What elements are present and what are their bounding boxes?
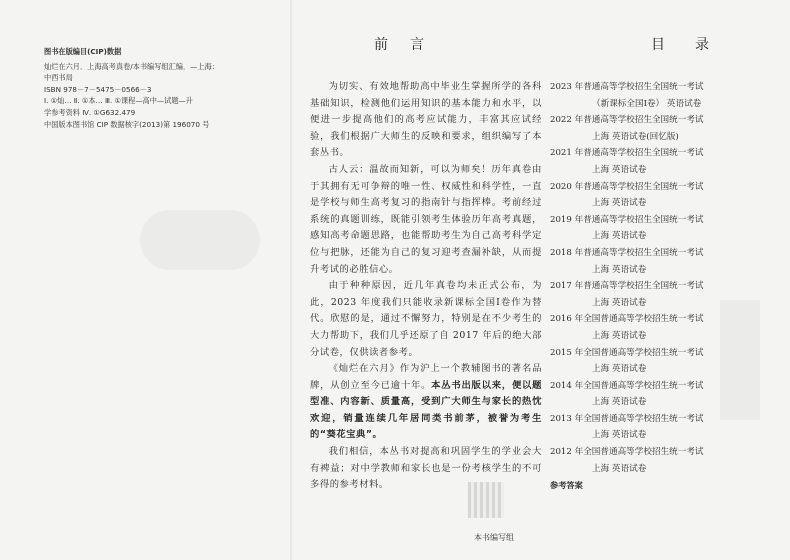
- toc-exam-title: 2016 年全国普通高等学校招生统一考试: [550, 314, 704, 325]
- cip-footer: 中国版本图书馆 CIP 数据核字(2013)第 196070 号: [44, 119, 210, 129]
- toc-exam-subtitle: 上海 英语试卷: [592, 364, 647, 375]
- cip-line: 中西书局: [44, 73, 73, 83]
- toc-exam-subtitle: 上海 英语试卷: [592, 231, 647, 242]
- toc-exam-title: 2012 年全国普通高等学校招生统一考试: [550, 447, 704, 458]
- preface-text: 《灿烂在六月》作为沪上一个教辅图书的著名品牌，从创立至今已逾十年。: [310, 363, 542, 391]
- show-through-decoration: [140, 210, 260, 270]
- toc-item[interactable]: [550, 411, 770, 444]
- toc-title: 目录: [651, 37, 739, 53]
- cip-heading: 图书在版编目(CIP)数据: [44, 47, 122, 56]
- qr-code-image: [468, 482, 504, 518]
- table-of-contents: [550, 79, 770, 494]
- preface-paragraph: 由于种种原因，近几年真卷均未正式公布，为此，2023 年度我们只能收录新课标全国Ⅰ卷作为替代。欣慰的是，通过不懈努力，特别是在不少考生的大力帮助下，我们几乎还原了自 2017 年后的绝大部分试卷，仅供读者参考。: [310, 280, 542, 358]
- preface-bold-text: 本丛书出版以来，便以题型准、内容新、质量高，受到广大师生与家长的热忱欢迎，销量连续几年居同类书前茅，被誉为考生的“葵花宝典”。: [310, 379, 542, 441]
- toc-item[interactable]: [550, 245, 770, 278]
- cip-line: ISBN 978－7－5475－0566－3: [44, 84, 152, 94]
- toc-item[interactable]: [550, 112, 770, 145]
- toc-exam-subtitle: 上海 英语试卷: [592, 198, 647, 209]
- toc-exam-title: 2018 年普通高等学校招生全国统一考试: [550, 247, 704, 258]
- cip-line: 学参考资料 Ⅳ. ①G632.479: [44, 107, 136, 117]
- toc-exam-subtitle: 上海 英语试卷(回忆版): [592, 131, 679, 142]
- toc-exam-title: 2020 年普通高等学校招生全国统一考试: [550, 181, 704, 192]
- toc-exam-title: 2019 年普通高等学校招生全国统一考试: [550, 214, 704, 225]
- toc-item[interactable]: [550, 345, 770, 378]
- toc-exam-subtitle: 上海 英语试卷: [592, 264, 647, 275]
- toc-item[interactable]: [550, 179, 770, 212]
- toc-exam-title: 2022 年普通高等学校招生全国统一考试: [550, 115, 704, 126]
- preface-title: 前言: [374, 37, 446, 53]
- toc-exam-subtitle: 上海 英语试卷: [592, 397, 647, 408]
- page-spine: [290, 0, 292, 560]
- toc-exam-subtitle: 上海 英语试卷: [592, 297, 647, 308]
- preface-body: [310, 79, 542, 494]
- toc-item[interactable]: [550, 311, 770, 344]
- toc-exam-title: 2013 年全国普通高等学校招生统一考试: [550, 413, 704, 424]
- toc-item[interactable]: [550, 79, 770, 112]
- toc-item[interactable]: [550, 212, 770, 245]
- toc-answers[interactable]: 参考答案: [550, 480, 583, 491]
- toc-exam-title: 2023 年普通高等学校招生全国统一考试: [550, 82, 704, 92]
- toc-exam-subtitle: 上海 英语试卷: [592, 463, 647, 474]
- toc-exam-subtitle: 上海 英语试卷: [592, 164, 647, 175]
- toc-exam-subtitle: 上海 英语试卷: [592, 330, 647, 341]
- toc-exam-title: 2015 年全国普通高等学校招生统一考试: [550, 347, 704, 358]
- toc-item[interactable]: [550, 145, 770, 178]
- toc-item[interactable]: [550, 444, 770, 477]
- toc-exam-title: 2017 年普通高等学校招生全国统一考试: [550, 281, 704, 292]
- cip-line: 灿烂在六月．上海高考真卷/本书编写组汇编．—上海：: [44, 61, 219, 71]
- toc-exam-subtitle: （新课标全国Ⅰ卷） 英语试卷: [592, 98, 702, 109]
- toc-item[interactable]: [550, 378, 770, 411]
- toc-exam-title: 2014 年全国普通高等学校招生统一考试: [550, 380, 704, 391]
- cip-data-block: [44, 46, 259, 130]
- preface-paragraph: 古人云：温故而知新，可以为师矣！历年真卷由于其拥有无可争辩的唯一性、权威性和科学性，一直是学校与师生高考复习的指南针与指挥棒。考前经过系统的真题训练，既能引领考生体验历年高考真题，感知高考命题思路，也能帮助考生为自己高考科学定位与把脉，还能为自己的复习迎考查漏补缺，从而提升考试的必胜信心。: [310, 163, 542, 275]
- preface-paragraph: 我们相信，本丛书对提高和巩固学生的学业会大有裨益；对中学教师和家长也是一份考核学生的不可多得的参考材料。: [310, 446, 542, 491]
- cip-line: Ⅰ. ①灿… Ⅱ. ①本… Ⅲ. ①课程—高中—试题—升: [44, 96, 193, 106]
- toc-exam-subtitle: 上海 英语试卷: [592, 430, 647, 441]
- preface-paragraph: [310, 361, 542, 444]
- preface-paragraph: 为切实、有效地帮助高中毕业生掌握所学的各科基础知识，检测他们运用知识的基本能力和水平，以便进一步提高他们的高考应试能力，丰富其应试经验，我们根据广大师生的反映和要求，组织编写了本套丛书。: [310, 81, 542, 159]
- toc-exam-title: 2021 年普通高等学校招生全国统一考试: [550, 148, 704, 159]
- toc-item[interactable]: [550, 278, 770, 311]
- preface-signature: 本书编写组: [474, 533, 514, 542]
